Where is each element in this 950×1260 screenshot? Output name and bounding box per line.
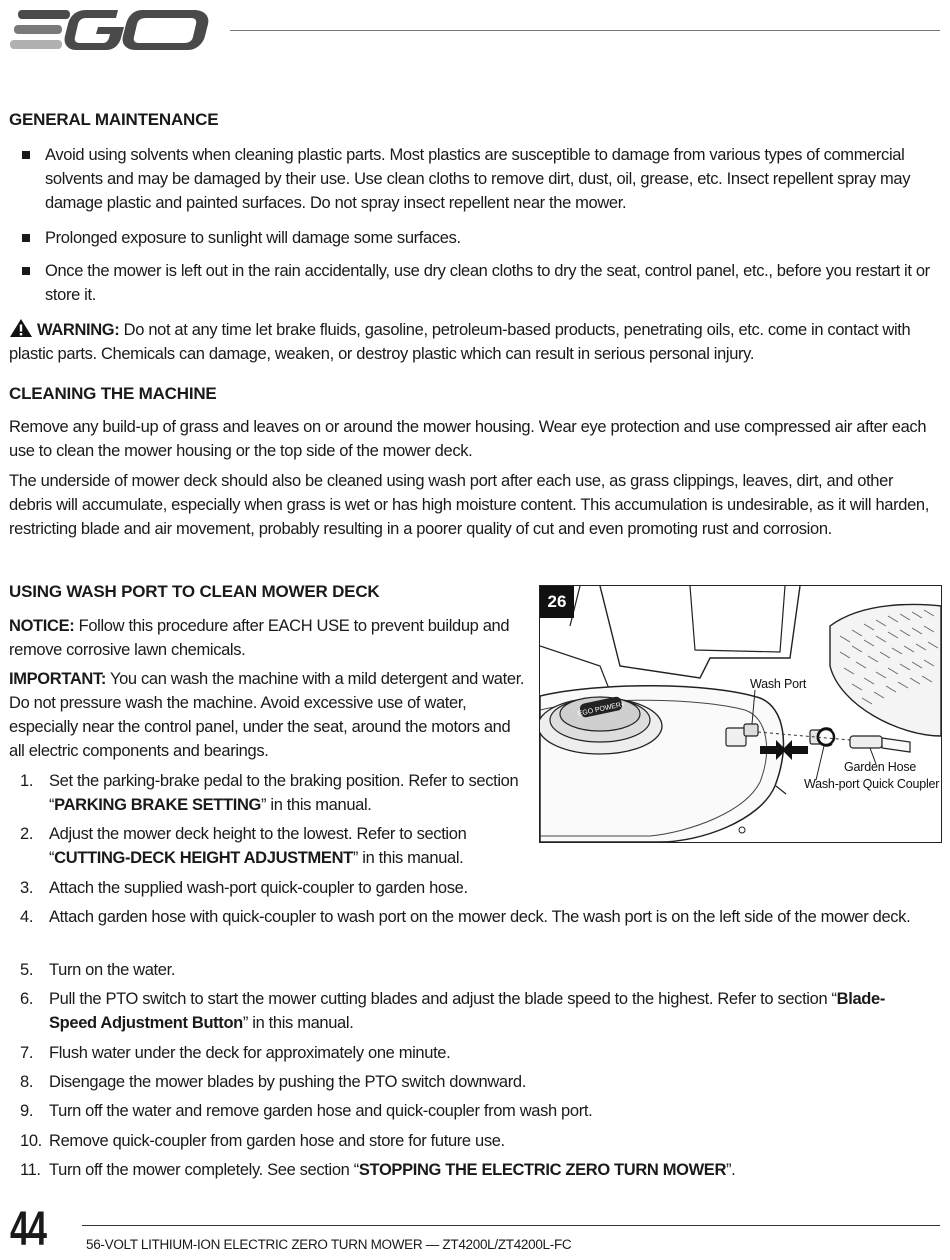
- warning-paragraph: [9, 318, 937, 366]
- footer-title: 56-VOLT LITHIUM-ION ELECTRIC ZERO TURN MOWER — ZT4200L/ZT4200L-FC: [86, 1237, 572, 1252]
- step-number: 10.: [20, 1132, 42, 1150]
- footer-rule: [82, 1225, 940, 1226]
- bullet-text: Prolonged exposure to sunlight will damage some surfaces.: [45, 229, 461, 247]
- motor-badge: EGO POWER+: [577, 701, 626, 718]
- page-number: 44: [10, 1203, 46, 1256]
- step-text: Disengage the mower blades by pushing the PTO switch downward.: [49, 1073, 526, 1091]
- bullet-mark: [22, 267, 30, 275]
- ego-logo: [10, 8, 212, 52]
- warning-text: Do not at any time let brake fluids, gasoline, petroleum-based products, penetrating oils, etc. come in contact with plastic parts. Chemicals can damage, weaken, or destroy plastic which can result in serious personal injury.: [9, 321, 911, 363]
- step-text: Flush water under the deck for approximately one minute.: [49, 1044, 451, 1062]
- notice-label: NOTICE:: [9, 617, 75, 635]
- figure-number-badge: 26: [540, 586, 574, 618]
- notice-text: Follow this procedure after EACH USE to prevent buildup and remove corrosive lawn chemicals.: [9, 617, 510, 659]
- important-label: IMPORTANT:: [9, 670, 107, 688]
- step-number: 4.: [20, 908, 34, 926]
- step-text: [49, 987, 929, 1035]
- label-garden-hose: Garden Hose: [844, 760, 917, 774]
- bullet-text: Avoid using solvents when cleaning plastic parts. Most plastics are susceptible to damage from various types of commercial solvents and may be damaged by their use. Use clean cloths to remove dirt, dust, oil, grease, etc. Insect repellent spray may damage plastic and painted surfaces. Do not spray insect repellent near the mower.: [45, 146, 911, 212]
- step-reference: Blade-Speed Adjustment Button: [49, 990, 885, 1032]
- step-number: 9.: [20, 1102, 34, 1120]
- step-text-part: Pull the PTO switch to start the mower cutting blades and adjust the blade speed to the highest. Refer to section “: [49, 990, 837, 1008]
- important-paragraph: [9, 667, 529, 763]
- step-text-part: ”.: [726, 1161, 736, 1179]
- step-number: 11.: [20, 1161, 41, 1179]
- bullet-mark: [22, 151, 30, 159]
- step-number: 5.: [20, 961, 34, 979]
- step-reference: PARKING BRAKE SETTING: [54, 796, 262, 814]
- section-heading-general-maintenance: GENERAL MAINTENANCE: [9, 110, 219, 129]
- step-number: 8.: [20, 1073, 34, 1091]
- cleaning-paragraph-1: Remove any build-up of grass and leaves on or around the mower housing. Wear eye protection and use compressed air after each use to clean the mower housing or the top side of the mower deck.: [9, 418, 927, 460]
- label-quick-coupler: Wash-port Quick Coupler: [804, 777, 940, 791]
- section-heading-wash-port: USING WASH PORT TO CLEAN MOWER DECK: [9, 582, 380, 601]
- step-text: Attach garden hose with quick-coupler to wash port on the mower deck. The wash port is on the left side of the mower deck.: [49, 908, 911, 926]
- step-text: [49, 769, 519, 817]
- cleaning-paragraph-2: The underside of mower deck should also be cleaned using wash port after each use, as grass clippings, leaves, dirt, and other debris will accumulate, especially when grass is wet or has high moisture content. This accumulation is undesirable, as it will harden, restricting blade and air movement, probably resulting in a poorer quality of cut and even promoting rust and corrosion.: [9, 472, 929, 538]
- step-reference: STOPPING THE ELECTRIC ZERO TURN MOWER: [358, 1161, 727, 1179]
- step-text-part: ” in this manual.: [242, 1014, 354, 1032]
- step-text-part: Turn off the mower completely. See section “: [49, 1161, 359, 1179]
- bullet-mark: [22, 234, 30, 242]
- step-reference: CUTTING-DECK HEIGHT ADJUSTMENT: [54, 849, 353, 867]
- step-number: 7.: [20, 1044, 34, 1062]
- step-text: Turn off the water and remove garden hose and quick-coupler from wash port.: [49, 1102, 593, 1120]
- figure-wash-port: [539, 585, 942, 843]
- step-text-part: Adjust the mower deck height to the lowest. Refer to section “: [49, 825, 467, 867]
- step-text-part: Set the parking-brake pedal to the braking position. Refer to section “: [49, 772, 519, 814]
- step-number: 6.: [20, 990, 34, 1008]
- important-text: You can wash the machine with a mild detergent and water. Do not pressure wash the machine. Avoid excessive use of water, especially near the control panel, under the seat, around the motors and all electric components and bearings.: [9, 670, 525, 760]
- bullet-text: Once the mower is left out in the rain accidentally, use dry clean cloths to dry the seat, control panel, etc., before you restart it or store it.: [45, 262, 930, 304]
- warning-triangle-icon: [9, 318, 33, 338]
- warning-label: WARNING:: [37, 321, 120, 339]
- step-text: Attach the supplied wash-port quick-coupler to garden hose.: [49, 879, 468, 897]
- label-wash-port: Wash Port: [750, 677, 807, 691]
- step-text-part: ” in this manual.: [352, 849, 464, 867]
- step-text: [49, 1158, 929, 1182]
- step-text-part: ” in this manual.: [261, 796, 372, 814]
- step-number: 2.: [20, 825, 34, 843]
- step-number: 1.: [20, 772, 34, 790]
- step-text: Remove quick-coupler from garden hose and store for future use.: [49, 1132, 505, 1150]
- step-text: [49, 822, 519, 870]
- step-number: 3.: [20, 879, 34, 897]
- notice-paragraph: [9, 614, 524, 662]
- wash-port-illustration: [540, 586, 941, 842]
- section-heading-cleaning: CLEANING THE MACHINE: [9, 384, 217, 403]
- step-text: Turn on the water.: [49, 961, 176, 979]
- header-rule: [230, 30, 940, 31]
